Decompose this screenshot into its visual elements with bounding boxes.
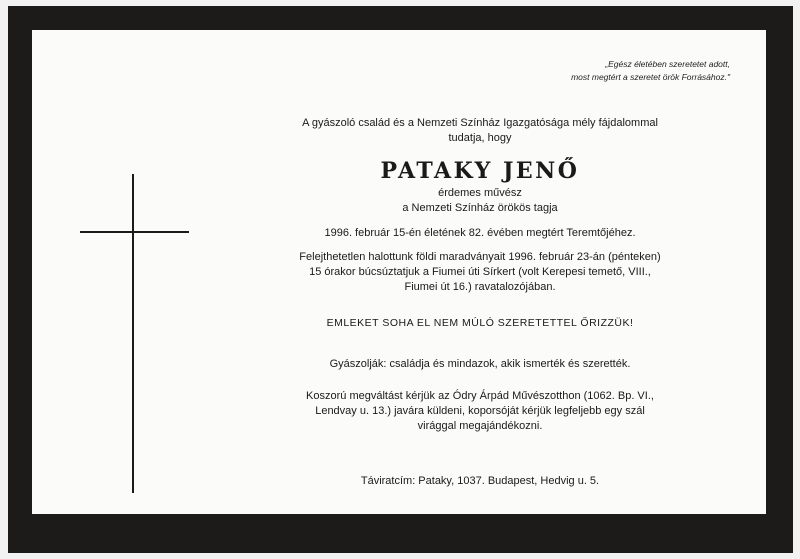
quote-line-2: most megtért a szeretet örök Forrásához." <box>571 72 730 82</box>
wreath-line-2: Lendvay u. 13.) javára küldeni, koporsóját kérjük legfeljebb egy szál <box>315 405 645 417</box>
telegram-address: Táviratcím: Pataky, 1037. Budapest, Hedvig u. 5. <box>360 475 600 487</box>
wreath-request <box>270 389 690 434</box>
funeral-details <box>270 250 690 295</box>
intro-text <box>270 116 690 146</box>
wreath-line-1: Koszorú megváltást kérjük az Ódry Árpád Művészotthon (1062. Bp. VI., <box>306 390 654 402</box>
intro-line-1: A gyászoló család és a Nemzeti Színház Igazgatósága mély fájdalommal <box>302 117 658 129</box>
death-notice: 1996. február 15-én életének 82. évében megtért Teremtőjéhez. <box>324 227 636 239</box>
quote-line-1: „Egész életében szeretetet adott, <box>605 59 730 69</box>
funeral-line-2: 15 órakor búcsúztatjuk a Fiumei úti Sírkert (volt Kerepesi temető, VIII., <box>309 266 651 278</box>
cross-horizontal-bar <box>80 231 189 233</box>
funeral-line-3: Fiumei út 16.) ravatalozójában. <box>404 281 556 293</box>
title-honor: érdemes művész <box>438 187 522 199</box>
epigraph-quote <box>500 58 730 84</box>
intro-line-2: tudatja, hogy <box>448 132 512 144</box>
title-membership: a Nemzeti Színház örökös tagja <box>402 202 558 214</box>
cross-vertical-bar <box>132 174 134 493</box>
memory-statement: EMLEKET SOHA EL NEM MÚLÓ SZERETETTEL ŐRIZZÜK! <box>326 317 634 329</box>
wreath-line-3: virággal megajándékozni. <box>417 420 543 432</box>
mourners-line: Gyászolják: családja és mindazok, akik ismerték és szerették. <box>329 358 631 370</box>
deceased-name: PATAKY JENŐ <box>380 158 580 184</box>
funeral-line-1: Felejthetetlen halottunk földi maradványait 1996. február 23-án (pénteken) <box>299 251 661 263</box>
